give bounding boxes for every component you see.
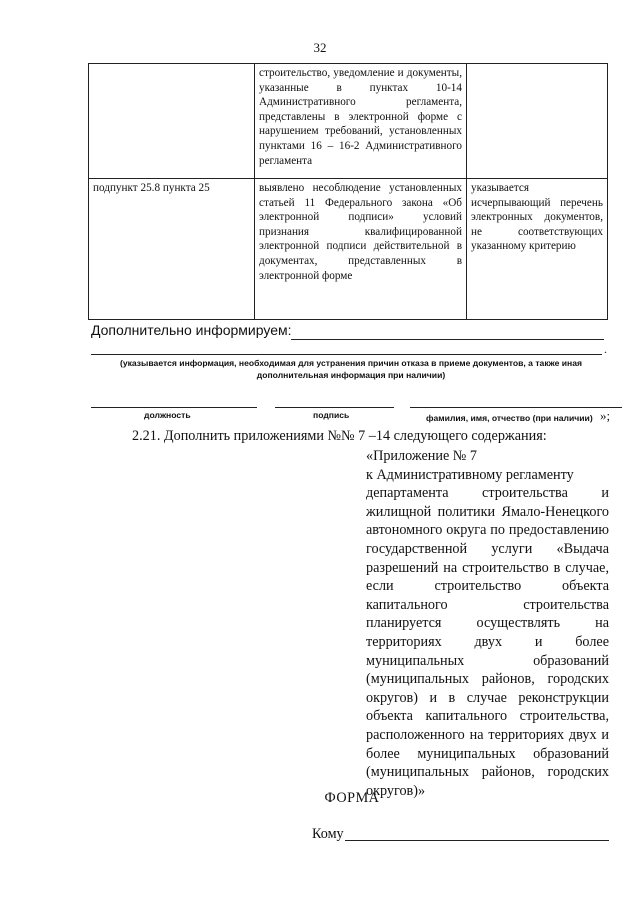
appendix-title: «Приложение № 7 (366, 448, 477, 464)
form-title: ФОРМА (324, 790, 380, 806)
position-field-line (91, 407, 257, 408)
position-caption: должность (144, 410, 191, 420)
amendment-clause: 2.21. Дополнить приложениями №№ 7 –14 следующего содержания: (132, 428, 547, 444)
table-cell-reason: строительство, уведомление и документы, указанные в пунктах 10-14 Административного регламента, представлены в электронной форме с нарушением требований, установленных пунктами 16 – 16-2 Административного регламента (255, 64, 467, 179)
closing-quote: »; (600, 408, 611, 423)
appendix-description: департамента строительства и жилищной политики Ямало-Ненецкого автономного округа по предоставлению государственной услуги «Выдача разрешений на строительство в случае, если строительство объекта капитального строительства планируется осуществлять на территориях двух и более муниципальных образований (муниципальных районов, городских округов) и в случае реконструкции объекта капитального строительства, расположенного на территориях двух и более муниципальных образований (муниципальных районов, городских округов)» (366, 485, 609, 799)
page-number: 32 (313, 40, 327, 55)
table-row (89, 179, 608, 320)
refusal-reasons-table (88, 63, 608, 320)
additional-info-label: Дополнительно информируем: (91, 322, 292, 338)
full-name-field-line (410, 407, 622, 408)
additional-info-field-line (291, 339, 604, 340)
table-cell-explanation: указывается исчерпывающий перечень электронных документов, не соответствующих указанному критерию (467, 179, 608, 320)
appendix-header (366, 447, 609, 800)
signature-field-line (275, 407, 394, 408)
recipient-label: Кому (312, 826, 344, 842)
table-cell-explanation (467, 64, 608, 179)
appendix-to: к Административному регламенту (366, 466, 574, 483)
table-row (89, 64, 608, 179)
table-cell-reason: выявлено несоблюдение установленных статьей 11 Федерального закона «Об электронной подписи» условий признания квалифицированной электронной подписи действительной в документах, представленных в электронной форме (255, 179, 467, 320)
signature-caption: подпись (313, 410, 350, 420)
table-cell-basis: подпункт 25.8 пункта 25 (89, 179, 255, 320)
additional-info-field-line (91, 354, 602, 355)
full-name-caption: фамилия, имя, отчество (при наличии) (426, 413, 593, 423)
additional-info-note: (указывается информация, необходимая для устранения причин отказа в приеме документов, а также иная дополнительная информация при наличии) (119, 358, 583, 380)
additional-info-period: . (604, 342, 607, 356)
recipient-field-line (345, 840, 609, 841)
table-cell-basis (89, 64, 255, 179)
